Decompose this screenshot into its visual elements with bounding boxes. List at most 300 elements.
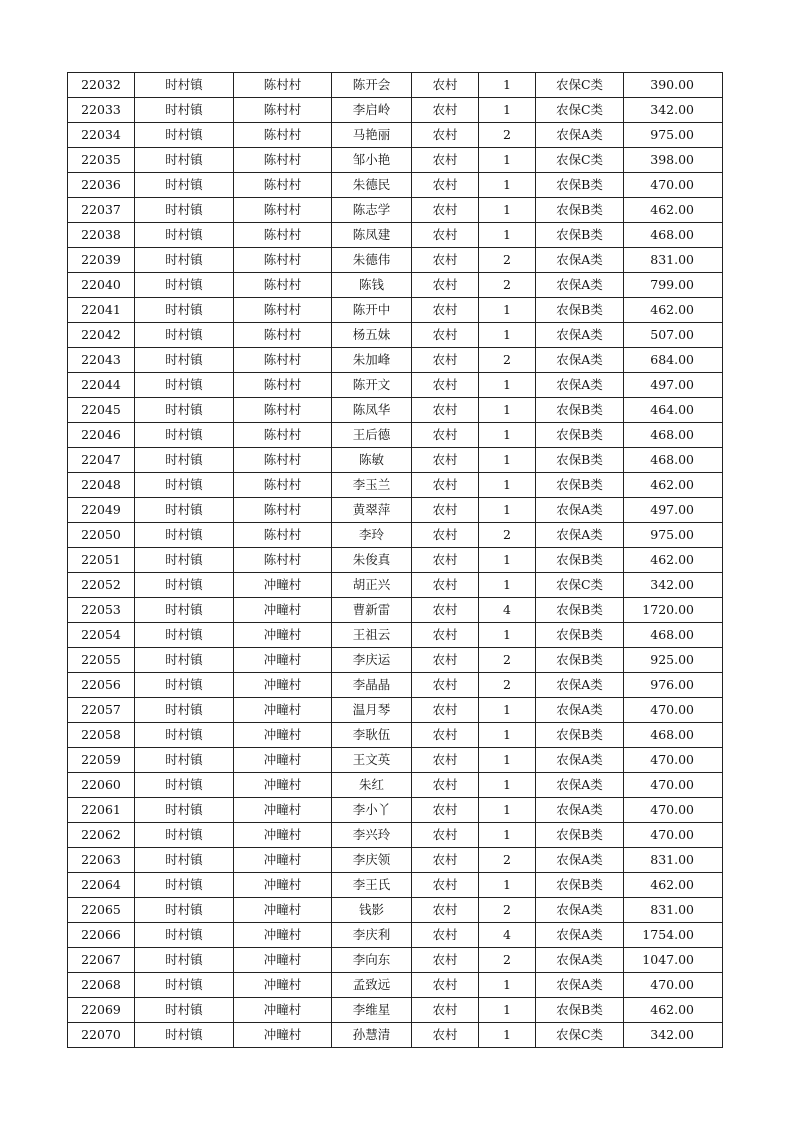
town-cell: 时村镇 (135, 823, 234, 848)
count-cell: 1 (479, 623, 536, 648)
name-cell: 王后德 (332, 423, 412, 448)
count-cell: 1 (479, 198, 536, 223)
amount-cell: 462.00 (624, 298, 723, 323)
amount-cell: 470.00 (624, 173, 723, 198)
category-cell: 农保A类 (536, 373, 624, 398)
category-cell: 农保A类 (536, 348, 624, 373)
name-cell: 李维星 (332, 998, 412, 1023)
village-cell: 陈村村 (234, 548, 332, 573)
table-row (68, 573, 723, 598)
type-cell: 农村 (412, 1023, 479, 1048)
village-cell: 冲疃村 (234, 973, 332, 998)
type-cell: 农村 (412, 198, 479, 223)
record-id-cell: 22040 (68, 273, 135, 298)
village-cell: 陈村村 (234, 348, 332, 373)
table-row (68, 823, 723, 848)
record-id-cell: 22041 (68, 298, 135, 323)
town-cell: 时村镇 (135, 648, 234, 673)
name-cell: 李启岭 (332, 98, 412, 123)
table-row (68, 248, 723, 273)
category-cell: 农保B类 (536, 298, 624, 323)
amount-cell: 975.00 (624, 123, 723, 148)
name-cell: 杨五妹 (332, 323, 412, 348)
name-cell: 陈开文 (332, 373, 412, 398)
table-row (68, 873, 723, 898)
table-row (68, 1023, 723, 1048)
type-cell: 农村 (412, 798, 479, 823)
table-row (68, 673, 723, 698)
town-cell: 时村镇 (135, 398, 234, 423)
amount-cell: 831.00 (624, 848, 723, 873)
name-cell: 钱影 (332, 898, 412, 923)
count-cell: 1 (479, 73, 536, 98)
amount-cell: 464.00 (624, 398, 723, 423)
table-row (68, 773, 723, 798)
name-cell: 李晶晶 (332, 673, 412, 698)
amount-cell: 468.00 (624, 423, 723, 448)
count-cell: 2 (479, 948, 536, 973)
table-row (68, 148, 723, 173)
type-cell: 农村 (412, 498, 479, 523)
town-cell: 时村镇 (135, 473, 234, 498)
table-row (68, 323, 723, 348)
category-cell: 农保A类 (536, 773, 624, 798)
town-cell: 时村镇 (135, 873, 234, 898)
count-cell: 1 (479, 298, 536, 323)
type-cell: 农村 (412, 323, 479, 348)
category-cell: 农保A类 (536, 323, 624, 348)
type-cell: 农村 (412, 148, 479, 173)
count-cell: 2 (479, 248, 536, 273)
amount-cell: 497.00 (624, 373, 723, 398)
amount-cell: 831.00 (624, 248, 723, 273)
count-cell: 1 (479, 798, 536, 823)
amount-cell: 1754.00 (624, 923, 723, 948)
name-cell: 陈敏 (332, 448, 412, 473)
town-cell: 时村镇 (135, 173, 234, 198)
village-cell: 冲疃村 (234, 673, 332, 698)
amount-cell: 470.00 (624, 748, 723, 773)
village-cell: 冲疃村 (234, 848, 332, 873)
table-row (68, 898, 723, 923)
table-row (68, 973, 723, 998)
town-cell: 时村镇 (135, 523, 234, 548)
count-cell: 1 (479, 148, 536, 173)
amount-cell: 470.00 (624, 823, 723, 848)
town-cell: 时村镇 (135, 848, 234, 873)
amount-cell: 342.00 (624, 573, 723, 598)
amount-cell: 462.00 (624, 873, 723, 898)
category-cell: 农保C类 (536, 1023, 624, 1048)
town-cell: 时村镇 (135, 98, 234, 123)
table-row (68, 173, 723, 198)
category-cell: 农保A类 (536, 523, 624, 548)
count-cell: 1 (479, 998, 536, 1023)
town-cell: 时村镇 (135, 773, 234, 798)
town-cell: 时村镇 (135, 123, 234, 148)
table-row (68, 648, 723, 673)
category-cell: 农保A类 (536, 848, 624, 873)
name-cell: 李玲 (332, 523, 412, 548)
village-cell: 陈村村 (234, 473, 332, 498)
amount-cell: 975.00 (624, 523, 723, 548)
type-cell: 农村 (412, 223, 479, 248)
name-cell: 朱德民 (332, 173, 412, 198)
record-id-cell: 22047 (68, 448, 135, 473)
name-cell: 朱红 (332, 773, 412, 798)
count-cell: 1 (479, 773, 536, 798)
count-cell: 2 (479, 898, 536, 923)
count-cell: 1 (479, 1023, 536, 1048)
type-cell: 农村 (412, 598, 479, 623)
type-cell: 农村 (412, 898, 479, 923)
type-cell: 农村 (412, 73, 479, 98)
table-body (68, 73, 723, 1048)
town-cell: 时村镇 (135, 623, 234, 648)
amount-cell: 468.00 (624, 448, 723, 473)
village-cell: 陈村村 (234, 173, 332, 198)
table-row (68, 723, 723, 748)
village-cell: 陈村村 (234, 298, 332, 323)
name-cell: 李耿伍 (332, 723, 412, 748)
amount-cell: 1047.00 (624, 948, 723, 973)
town-cell: 时村镇 (135, 298, 234, 323)
town-cell: 时村镇 (135, 273, 234, 298)
count-cell: 1 (479, 973, 536, 998)
name-cell: 陈凤华 (332, 398, 412, 423)
count-cell: 1 (479, 398, 536, 423)
village-cell: 冲疃村 (234, 723, 332, 748)
category-cell: 农保A类 (536, 948, 624, 973)
name-cell: 李庆利 (332, 923, 412, 948)
table-row (68, 398, 723, 423)
category-cell: 农保A类 (536, 123, 624, 148)
town-cell: 时村镇 (135, 248, 234, 273)
category-cell: 农保B类 (536, 873, 624, 898)
amount-cell: 462.00 (624, 998, 723, 1023)
count-cell: 1 (479, 823, 536, 848)
table-row (68, 448, 723, 473)
town-cell: 时村镇 (135, 348, 234, 373)
name-cell: 李庆运 (332, 648, 412, 673)
category-cell: 农保A类 (536, 248, 624, 273)
town-cell: 时村镇 (135, 223, 234, 248)
type-cell: 农村 (412, 448, 479, 473)
name-cell: 孙慧清 (332, 1023, 412, 1048)
table-row (68, 798, 723, 823)
table-row (68, 698, 723, 723)
category-cell: 农保B类 (536, 398, 624, 423)
count-cell: 4 (479, 923, 536, 948)
name-cell: 王祖云 (332, 623, 412, 648)
category-cell: 农保A类 (536, 698, 624, 723)
town-cell: 时村镇 (135, 723, 234, 748)
village-cell: 陈村村 (234, 98, 332, 123)
type-cell: 农村 (412, 823, 479, 848)
count-cell: 4 (479, 598, 536, 623)
category-cell: 农保B类 (536, 448, 624, 473)
count-cell: 1 (479, 173, 536, 198)
record-id-cell: 22043 (68, 348, 135, 373)
record-id-cell: 22054 (68, 623, 135, 648)
count-cell: 1 (479, 223, 536, 248)
town-cell: 时村镇 (135, 448, 234, 473)
village-cell: 陈村村 (234, 248, 332, 273)
village-cell: 陈村村 (234, 123, 332, 148)
village-cell: 陈村村 (234, 198, 332, 223)
category-cell: 农保A类 (536, 498, 624, 523)
category-cell: 农保A类 (536, 748, 624, 773)
amount-cell: 468.00 (624, 723, 723, 748)
record-id-cell: 22050 (68, 523, 135, 548)
village-cell: 陈村村 (234, 398, 332, 423)
village-cell: 冲疃村 (234, 698, 332, 723)
type-cell: 农村 (412, 523, 479, 548)
table-row (68, 923, 723, 948)
record-id-cell: 22036 (68, 173, 135, 198)
table-row (68, 473, 723, 498)
table-row (68, 373, 723, 398)
name-cell: 陈钱 (332, 273, 412, 298)
table-row (68, 748, 723, 773)
table-row (68, 98, 723, 123)
village-cell: 冲疃村 (234, 598, 332, 623)
category-cell: 农保B类 (536, 548, 624, 573)
category-cell: 农保B类 (536, 223, 624, 248)
record-id-cell: 22051 (68, 548, 135, 573)
table-row (68, 73, 723, 98)
category-cell: 农保B类 (536, 473, 624, 498)
table-row (68, 523, 723, 548)
type-cell: 农村 (412, 373, 479, 398)
amount-cell: 925.00 (624, 648, 723, 673)
type-cell: 农村 (412, 848, 479, 873)
count-cell: 1 (479, 698, 536, 723)
type-cell: 农村 (412, 273, 479, 298)
town-cell: 时村镇 (135, 798, 234, 823)
village-cell: 陈村村 (234, 223, 332, 248)
type-cell: 农村 (412, 923, 479, 948)
amount-cell: 390.00 (624, 73, 723, 98)
town-cell: 时村镇 (135, 598, 234, 623)
category-cell: 农保A类 (536, 673, 624, 698)
type-cell: 农村 (412, 998, 479, 1023)
type-cell: 农村 (412, 723, 479, 748)
type-cell: 农村 (412, 623, 479, 648)
record-id-cell: 22055 (68, 648, 135, 673)
type-cell: 农村 (412, 948, 479, 973)
record-id-cell: 22037 (68, 198, 135, 223)
amount-cell: 342.00 (624, 98, 723, 123)
town-cell: 时村镇 (135, 148, 234, 173)
type-cell: 农村 (412, 398, 479, 423)
amount-cell: 342.00 (624, 1023, 723, 1048)
amount-cell: 462.00 (624, 473, 723, 498)
type-cell: 农村 (412, 98, 479, 123)
village-cell: 冲疃村 (234, 748, 332, 773)
record-id-cell: 22060 (68, 773, 135, 798)
amount-cell: 470.00 (624, 973, 723, 998)
amount-cell: 497.00 (624, 498, 723, 523)
village-cell: 冲疃村 (234, 773, 332, 798)
town-cell: 时村镇 (135, 423, 234, 448)
name-cell: 王文英 (332, 748, 412, 773)
name-cell: 李庆领 (332, 848, 412, 873)
record-id-cell: 22042 (68, 323, 135, 348)
village-cell: 陈村村 (234, 523, 332, 548)
name-cell: 李向东 (332, 948, 412, 973)
category-cell: 农保A类 (536, 898, 624, 923)
table-row (68, 298, 723, 323)
record-id-cell: 22061 (68, 798, 135, 823)
amount-cell: 470.00 (624, 798, 723, 823)
record-id-cell: 22066 (68, 923, 135, 948)
name-cell: 朱德伟 (332, 248, 412, 273)
type-cell: 农村 (412, 648, 479, 673)
table-row (68, 198, 723, 223)
village-cell: 陈村村 (234, 423, 332, 448)
table-row (68, 848, 723, 873)
table-row (68, 948, 723, 973)
village-cell: 冲疃村 (234, 1023, 332, 1048)
count-cell: 1 (479, 473, 536, 498)
record-id-cell: 22067 (68, 948, 135, 973)
count-cell: 2 (479, 123, 536, 148)
type-cell: 农村 (412, 123, 479, 148)
town-cell: 时村镇 (135, 698, 234, 723)
type-cell: 农村 (412, 973, 479, 998)
name-cell: 孟致远 (332, 973, 412, 998)
village-cell: 冲疃村 (234, 623, 332, 648)
name-cell: 李兴玲 (332, 823, 412, 848)
category-cell: 农保C类 (536, 73, 624, 98)
count-cell: 1 (479, 548, 536, 573)
record-id-cell: 22065 (68, 898, 135, 923)
amount-cell: 462.00 (624, 198, 723, 223)
amount-cell: 976.00 (624, 673, 723, 698)
town-cell: 时村镇 (135, 948, 234, 973)
count-cell: 1 (479, 98, 536, 123)
count-cell: 1 (479, 573, 536, 598)
category-cell: 农保B类 (536, 648, 624, 673)
record-id-cell: 22056 (68, 673, 135, 698)
type-cell: 农村 (412, 548, 479, 573)
record-id-cell: 22057 (68, 698, 135, 723)
type-cell: 农村 (412, 673, 479, 698)
town-cell: 时村镇 (135, 898, 234, 923)
type-cell: 农村 (412, 298, 479, 323)
town-cell: 时村镇 (135, 998, 234, 1023)
record-id-cell: 22059 (68, 748, 135, 773)
type-cell: 农村 (412, 573, 479, 598)
category-cell: 农保A类 (536, 973, 624, 998)
type-cell: 农村 (412, 348, 479, 373)
town-cell: 时村镇 (135, 498, 234, 523)
name-cell: 陈开中 (332, 298, 412, 323)
count-cell: 1 (479, 873, 536, 898)
category-cell: 农保B类 (536, 723, 624, 748)
table-row (68, 223, 723, 248)
name-cell: 李玉兰 (332, 473, 412, 498)
category-cell: 农保B类 (536, 423, 624, 448)
category-cell: 农保B类 (536, 173, 624, 198)
village-cell: 陈村村 (234, 498, 332, 523)
amount-cell: 799.00 (624, 273, 723, 298)
count-cell: 2 (479, 348, 536, 373)
village-cell: 冲疃村 (234, 573, 332, 598)
name-cell: 黄翠萍 (332, 498, 412, 523)
village-cell: 冲疃村 (234, 798, 332, 823)
village-cell: 陈村村 (234, 148, 332, 173)
village-cell: 冲疃村 (234, 948, 332, 973)
record-id-cell: 22045 (68, 398, 135, 423)
name-cell: 朱加峰 (332, 348, 412, 373)
village-cell: 陈村村 (234, 73, 332, 98)
type-cell: 农村 (412, 423, 479, 448)
amount-cell: 468.00 (624, 223, 723, 248)
type-cell: 农村 (412, 248, 479, 273)
type-cell: 农村 (412, 873, 479, 898)
record-id-cell: 22068 (68, 973, 135, 998)
category-cell: 农保B类 (536, 823, 624, 848)
town-cell: 时村镇 (135, 548, 234, 573)
type-cell: 农村 (412, 473, 479, 498)
category-cell: 农保A类 (536, 923, 624, 948)
record-id-cell: 22064 (68, 873, 135, 898)
category-cell: 农保B类 (536, 198, 624, 223)
village-cell: 陈村村 (234, 373, 332, 398)
record-id-cell: 22052 (68, 573, 135, 598)
count-cell: 1 (479, 748, 536, 773)
count-cell: 2 (479, 273, 536, 298)
data-table (67, 72, 723, 1048)
record-id-cell: 22070 (68, 1023, 135, 1048)
amount-cell: 684.00 (624, 348, 723, 373)
record-id-cell: 22033 (68, 98, 135, 123)
name-cell: 陈开会 (332, 73, 412, 98)
table-row (68, 598, 723, 623)
table-row (68, 998, 723, 1023)
record-id-cell: 22038 (68, 223, 135, 248)
name-cell: 陈志学 (332, 198, 412, 223)
table-row (68, 348, 723, 373)
record-id-cell: 22048 (68, 473, 135, 498)
town-cell: 时村镇 (135, 198, 234, 223)
town-cell: 时村镇 (135, 1023, 234, 1048)
amount-cell: 507.00 (624, 323, 723, 348)
category-cell: 农保C类 (536, 573, 624, 598)
record-id-cell: 22058 (68, 723, 135, 748)
record-id-cell: 22062 (68, 823, 135, 848)
name-cell: 邹小艳 (332, 148, 412, 173)
amount-cell: 831.00 (624, 898, 723, 923)
town-cell: 时村镇 (135, 923, 234, 948)
town-cell: 时村镇 (135, 973, 234, 998)
village-cell: 冲疃村 (234, 823, 332, 848)
type-cell: 农村 (412, 173, 479, 198)
record-id-cell: 22044 (68, 373, 135, 398)
town-cell: 时村镇 (135, 748, 234, 773)
name-cell: 李小丫 (332, 798, 412, 823)
name-cell: 温月琴 (332, 698, 412, 723)
category-cell: 农保C类 (536, 148, 624, 173)
town-cell: 时村镇 (135, 373, 234, 398)
village-cell: 冲疃村 (234, 648, 332, 673)
amount-cell: 470.00 (624, 773, 723, 798)
amount-cell: 470.00 (624, 698, 723, 723)
table-row (68, 623, 723, 648)
record-id-cell: 22063 (68, 848, 135, 873)
